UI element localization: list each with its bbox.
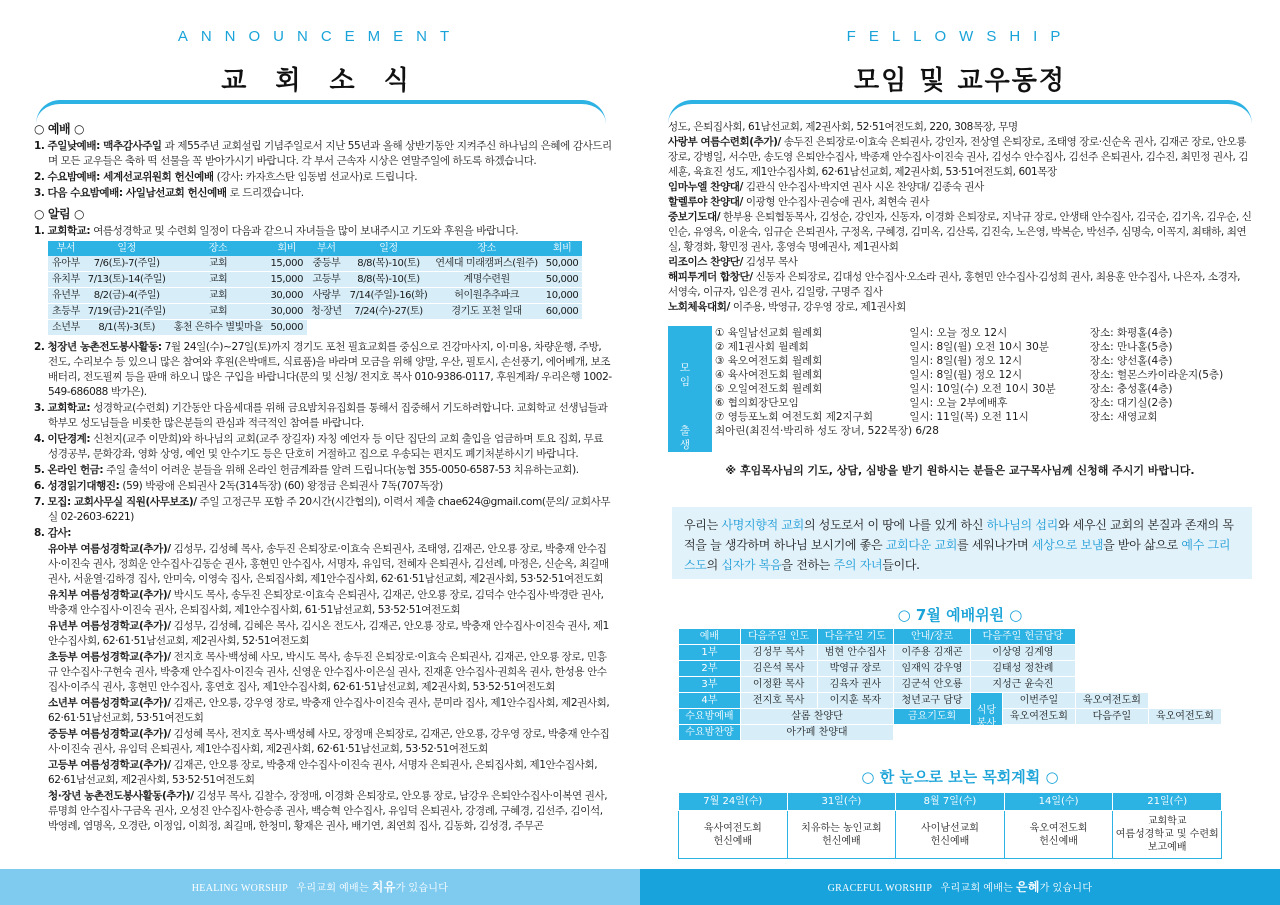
mission-text: 들이다.: [882, 558, 920, 572]
meeting-cell: 일시: 8일(월) 정오 12시: [909, 369, 1023, 381]
mission-text: 의 성도로서 이 땅에 나를 있게 하신: [803, 518, 987, 532]
meal-row-value: 육오여전도회: [1148, 709, 1221, 725]
notice-heading: ○ 알림 ○: [34, 207, 85, 221]
plan-cell-line: 헌신예배: [713, 835, 753, 847]
worship-committee-table: [678, 628, 1222, 741]
schedule-cell: 허이원추추파크: [431, 288, 541, 304]
meeting-cell: 일시: 8일(월) 오전 10시 30분: [909, 341, 1049, 353]
birth-text: 최아린(최진석·박리하 성도 장녀, 522목장) 6/28: [715, 425, 939, 437]
worship-cell: 이주용 김재곤: [894, 645, 971, 661]
schedule-cell: 유치부: [48, 272, 84, 288]
mission-text: 을 전하는: [781, 558, 834, 572]
thanks-item: [34, 650, 612, 695]
meal-row-label: 이번주일: [1002, 693, 1075, 709]
item-number: 1.: [34, 140, 45, 152]
thanks-label: 고등부 여름성경학교(추가)/: [48, 759, 171, 771]
mission-text: 을 받아 삶으로: [1103, 538, 1182, 552]
item-number: 2.: [34, 171, 45, 183]
line-label: 리조이스 찬양단/: [668, 256, 743, 268]
worship-header: 다음주일 인도: [740, 629, 817, 645]
line-label: 노회체육대회/: [668, 301, 730, 313]
line-text: 김성무 목사: [745, 256, 798, 268]
meeting-cell: ⑦ 영등포노회 여전도회 제2지구회: [715, 411, 873, 423]
schedule-cell: [542, 320, 583, 336]
item-number: 4.: [34, 433, 45, 445]
meeting-cell: 장소: 충성홀(4층): [1089, 383, 1173, 395]
plan-header: 7월 24일(수): [679, 793, 788, 811]
thanks-text: 김성무, 김성혜, 김혜은 목사, 김시온 전도사, 김재곤, 안오룡 장로, 박충재 안수집사·이진숙 권사, 제1안수집사회, 62·61·51남선교회, 제2권사회, 52·51여전도회: [48, 620, 609, 647]
schedule-cell: 중등부: [307, 256, 346, 272]
line-label: 중보기도대/: [668, 211, 721, 223]
worship-list: [34, 139, 612, 201]
thanks-item: [34, 789, 612, 834]
item-text: 7월 24일(수)~27일(토)까지 경기도 포천 필효교회를 중심으로 건강마사지, 이·미용, 차량운행, 주방, 전도, 수리보수 등 있으니 많은 참여와 후원(은박매트, 식료품)을 바라며 모금을 위해 양말, 우산, 필토시, 손선풍기, 에어베개, 보조배터리, 전도필찌 등을 판매 하오니 많은 구입을 바랍니다(문의 및 신청/ 전지호 목사 010-9386-0117, 후원계좌/ 우리은행 1002-549-686088 박가은).: [48, 341, 612, 398]
worship-header: 다음주일 기도: [817, 629, 894, 645]
worship-cell: 김군석 안오룡: [894, 677, 971, 693]
item-label: 수요밤예배: 세계선교위원회 헌신예배: [47, 171, 214, 183]
plan-header: 21일(수): [1113, 793, 1222, 811]
schedule-cell: 초등부: [48, 304, 84, 320]
schedule-cell: 교회: [170, 272, 267, 288]
plan-cell-line: 사이남선교회: [921, 822, 979, 834]
thanks-item: [34, 696, 612, 726]
item-number: 5.: [34, 464, 45, 476]
mission-text: 의: [706, 558, 722, 572]
meeting-cell: ③ 육오여전도회 월례회: [715, 355, 823, 367]
meal-row-label: 다음주일: [1075, 709, 1148, 725]
fellowship-header-en: FELLOWSHIP: [846, 28, 1074, 45]
plan-cell-line: 헌신예배: [822, 835, 861, 847]
schedule-cell: [346, 320, 432, 336]
schedule-cell: 8/1(목)-3(토): [84, 320, 170, 336]
extra-value: 살롬 찬양단: [740, 709, 893, 725]
extra-label: 수요밤찬양: [679, 725, 741, 741]
notice-item: [34, 463, 612, 478]
line-text: 김관식 안수집사·박지연 권사 시온 찬양대/ 김종숙 권사: [745, 181, 984, 193]
meeting-cell: ⑤ 오일여전도회 월례회: [715, 383, 823, 395]
mission-text: 주의 자녀: [833, 558, 883, 572]
plan-cell-line: 육오여전도회: [1029, 822, 1088, 834]
plan-header: 14일(수): [1004, 793, 1113, 811]
item-label: 교회학교:: [47, 402, 91, 414]
birth-label: 출 생: [668, 424, 712, 452]
schedule-cell: 50,000: [266, 320, 307, 336]
schedule-cell: 교회: [170, 304, 267, 320]
schedule-cell: 50,000: [542, 272, 583, 288]
meeting-row: [668, 340, 1252, 354]
schedule-cell: 유년부: [48, 288, 84, 304]
schedule-cell: 소년부: [48, 320, 84, 336]
schedule-cell: 청·장년: [307, 304, 346, 320]
worship-row: [679, 645, 1222, 661]
extra-row: [679, 709, 1222, 725]
fellowship-line: [668, 210, 1252, 255]
thanks-label: 유년부 여름성경학교(추가)/: [48, 620, 171, 632]
meeting-cell: 장소: 대기실(2층): [1089, 397, 1173, 409]
meeting-cell: 일시: 10일(수) 오전 10시 30분: [909, 383, 1056, 395]
schedule-header: 장소: [431, 241, 541, 256]
worship-header: 예배: [679, 629, 741, 645]
meetings-section: [668, 326, 1252, 452]
fellowship-line: [668, 135, 1252, 180]
schedule-cell: [307, 320, 346, 336]
meeting-cell: 일시: 11일(목) 오전 11시: [909, 411, 1029, 423]
worship-row: [679, 677, 1222, 693]
plan-title: ○ 한 눈으로 보는 목회계획 ○: [861, 768, 1059, 786]
schedule-header: 부서: [48, 241, 84, 256]
schedule-cell: 8/8(목)-10(토): [346, 256, 432, 272]
schedule-cell: 8/8(목)-10(토): [346, 272, 432, 288]
schedule-cell: 15,000: [266, 272, 307, 288]
footer-bar: GRACEFUL WORSHIP 우리교회 예배는 은혜가 있습니다: [640, 869, 1280, 905]
footer-bar: HEALING WORSHIP 우리교회 예배는 치유가 있습니다: [0, 869, 640, 905]
line-text: 성도, 은퇴집사회, 61남선교회, 제2권사회, 52·51여전도회, 220, 308목장, 무명: [668, 121, 1018, 133]
meeting-cell: ② 제1권사회 월례회: [715, 341, 809, 353]
meeting-cell: ⑥ 협의회장단모임: [715, 397, 799, 409]
mission-text: 교회다운 교회: [885, 538, 958, 552]
meeting-cell: 장소: 헐몬스카이라운지(5층): [1089, 369, 1224, 381]
schedule-cell: 교회: [170, 288, 267, 304]
worship-cell: 이지훈 목자: [817, 693, 894, 709]
worship-cell: 범현 안수집사: [817, 645, 894, 661]
mission-text: 하나님의 섭리: [986, 518, 1058, 532]
item-text: 로 드리겠습니다.: [229, 187, 304, 199]
notice-item: [34, 432, 612, 462]
schedule-row: [48, 256, 582, 272]
worship-cell: 김육자 권사: [817, 677, 894, 693]
schedule-cell: 7/14(주일)-16(화): [346, 288, 432, 304]
thanks-text: 김성무, 김성혜 목사, 송두진 은퇴장로·이효숙 은퇴권사, 조태영, 김재곤, 안오룡 장로, 박충재 안수집사·이진숙 권사, 정희운 안수집사·김동순 권사, 홍현민 안수집사, 서명자, 유임덕, 전혜자 은퇴권사, 김선례, 마정은, 신순옥, 최길매 권사, 서윤열·김하경 집사, 안미숙, 이영숙 집사, 은퇴집사회, 제1안수집사회, 62·61·51남선교회, 제2권사회, 53·52·51여전도회: [48, 543, 609, 585]
fellowship-line: [668, 195, 1252, 210]
item-label: 모집: 교회사무실 직원(사무보조)/: [47, 496, 197, 508]
notice-item: [34, 340, 612, 400]
meeting-cell: ④ 육사여전도회 월례회: [715, 369, 823, 381]
worship-cell: 1부: [679, 645, 741, 661]
plan-cell-line: 여름성경학교 및 수련회: [1115, 829, 1219, 840]
schedule-cell: 8/2(금)-4(주일): [84, 288, 170, 304]
extra-value: 아가페 찬양대: [740, 725, 893, 741]
notice-item: [34, 495, 612, 525]
meeting-row: [668, 396, 1252, 410]
schedule-cell: [431, 320, 541, 336]
worship-cell: 청년교구 담당: [894, 693, 971, 709]
item-label: 청장년 농촌전도봉사활동:: [47, 341, 162, 353]
mission-statement: [672, 507, 1252, 579]
schedule-cell: 고등부: [307, 272, 346, 288]
schedule-cell: 연세대 미래캠퍼스(원주): [431, 256, 541, 272]
thanks-label: 중등부 여름성경학교(추가)/: [48, 728, 171, 740]
notice-item: [34, 479, 612, 494]
worship-item: [34, 186, 612, 201]
fellowship-line: [668, 120, 1252, 135]
schedule-cell: 계명수련원: [431, 272, 541, 288]
mission-text: 사명지향적 교회: [721, 518, 804, 532]
worship-heading: ○ 예배 ○: [34, 122, 85, 136]
thanks-label: 소년부 여름성경학교(추가)/: [48, 697, 171, 709]
item-text: 주일 출석이 어려운 분들을 위해 온라인 헌금계좌를 알려 드립니다(농협 355-0050-6587-53 치유하는교회).: [106, 464, 579, 476]
line-text: 신동자 은퇴장로, 김대성 안수집사·오소라 권사, 홍현민 안수집사·김성희 권사, 최용훈 안수집사, 나은자, 소경자, 서영숙, 이규자, 임은경 권사, 김일랑, 구명주 집사: [668, 271, 1241, 298]
line-label: 해피투게더 합창단/: [668, 271, 753, 283]
item-label: 이단경계:: [47, 433, 91, 445]
mission-text: 세상으로 보냄: [1031, 538, 1104, 552]
schedule-cell: 10,000: [542, 288, 583, 304]
mission-text: 우리는: [684, 518, 722, 532]
item-number: 3.: [34, 402, 45, 414]
plan-cell-line: 육사여전도회: [703, 822, 762, 834]
worship-item: [34, 170, 612, 185]
schedule-cell: 7/6(토)-7(주일): [84, 256, 170, 272]
thanks-text: 김성무 목사, 김찰수, 장정매, 이경화 은퇴장로, 안오룡 장로, 남강우 은퇴안수집사·이복연 권사, 류명희 안수집사·구금옥 권사, 오성진 안수집사·한승종 권사, 백승혁 안수집사, 유임덕 은퇴권사, 강경례, 구혜경, 김선주, 김이석, 박영례, 염명옥, 오경란, 이정임, 이희정, 최길매, 한청미, 황재은 권사, 배기연, 최연희 집사, 김동화, 김성경, 주무곤: [48, 790, 608, 832]
thanks-text: 김재곤, 안오룡 장로, 박충재 안수집사·이진숙 권사, 서명자 은퇴권사, 은퇴집사회, 제1안수집사회, 62·61남선교회, 제2권사회, 53·52·51여전도회: [48, 759, 598, 786]
extra-row: [679, 725, 1222, 741]
thanks-item: [34, 619, 612, 649]
mission-text: 와 세우신 교회의 본질과 존재의 목적을 늘 생각하며 하나님 보시기에 좋은: [684, 518, 1234, 552]
worship-cell: 박영규 장로: [817, 661, 894, 677]
plan-cell: [896, 811, 1005, 859]
worship-cell: 임재익 강우영: [894, 661, 971, 677]
schedule-header: 장소: [170, 241, 267, 256]
schedule-header: 회비: [266, 241, 307, 256]
school-schedule-table: [48, 241, 582, 336]
plan-header: 31일(수): [787, 793, 896, 811]
meeting-row: [668, 368, 1252, 382]
schedule-row: [48, 304, 582, 320]
schedule-cell: 50,000: [542, 256, 583, 272]
schedule-cell: 30,000: [266, 288, 307, 304]
item-number: 6.: [34, 480, 45, 492]
schedule-cell: 홍천 은하수 별빛마을: [170, 320, 267, 336]
schedule-cell: 경기도 포천 일대: [431, 304, 541, 320]
schedule-cell: 15,000: [266, 256, 307, 272]
plan-cell: [679, 811, 788, 859]
item-label: 주일낮예배: 맥추감사주일: [47, 140, 162, 152]
item-number: 7.: [34, 496, 45, 508]
line-text: 한부용 은퇴협동목사, 김성순, 강인자, 신동자, 이경화 은퇴장로, 지낙규 장로, 안생태 안수집사, 김국순, 김기옥, 김우순, 신인순, 유영옥, 이윤숙, 임규순 은퇴권사, 구정옥, 구혜경, 김미옥, 김산록, 김진숙, 노은영, 박복순, 박선주, 심명숙, 이꼭지, 최태하, 최연실, 황경화, 황민정 권사, 홍영숙 명예권사, 제1권사회: [668, 211, 1252, 253]
line-text: 이광형 안수집사·권승애 권사, 최현숙 권사: [745, 196, 930, 208]
item-text: 성경학교(수련회) 기간동안 다음세대를 위해 금요밤치유집회를 통해서 집중해서 기도하려합니다. 교회학교 선생님들과 학부모 성도님들을 비롯한 많은분들의 관심과 적극적인 참여를 바랍니다.: [48, 402, 608, 429]
worship-cell: 이상영 김계영: [970, 645, 1075, 661]
fellowship-title: 모임 및 교우동정: [854, 66, 1066, 96]
thanks-text: 김재곤, 안오룡, 강우영 장로, 박충재 안수집사·이진숙 권사, 문미라 집사, 제1안수집사회, 제2권사회, 62·61·51남선교회, 53·51여전도회: [48, 697, 610, 724]
worship-cell: 3부: [679, 677, 741, 693]
item-text: (59) 박광애 은퇴권사 2독(314독장) (60) 왕정금 은퇴권사 7독(707독장): [122, 480, 443, 492]
meeting-row: [668, 382, 1252, 396]
schedule-row: [48, 288, 582, 304]
worship-header: 안내/장로: [894, 629, 971, 645]
thanks-label: 초등부 여름성경학교(추가)/: [48, 651, 171, 663]
notice-item: 1. 교회학교: 여름성경학교 및 수련회 일정이 다음과 같으니 자녀들을 많이 보내주시고 기도와 후원을 바랍니다.: [34, 225, 519, 237]
mission-text: 십자가 복음: [721, 558, 782, 572]
meeting-cell: 일시: 오늘 2부예배후: [909, 397, 1008, 409]
plan-cell: [1113, 811, 1222, 859]
plan-cell: [1004, 811, 1113, 859]
meeting-label: 모 임: [668, 326, 712, 424]
meeting-cell: 일시: 8일(월) 정오 12시: [909, 355, 1023, 367]
worship-row: [679, 693, 1222, 709]
meeting-cell: 장소: 만나홀(5층): [1089, 341, 1173, 353]
meeting-cell: 장소: 화평홀(4층): [1089, 327, 1173, 339]
item-text: 신천지(교주 이만희)와 하나님의 교회(교주 장길자) 자칭 예언자 등 이단 집단의 교회 출입을 엄금하며 토요 집회, 무료 성경공부, 문화강좌, 영화 상영, 예언 및 안수기도 등은 단호히 거절하고 집으로 우송되는 편지도 폐기처분하시기 바랍니다.: [48, 433, 604, 460]
schedule-cell: 유아부: [48, 256, 84, 272]
schedule-cell: 7/13(토)-14(주일): [84, 272, 170, 288]
extra-value: 육오여전도회: [1002, 709, 1075, 725]
plan-cell-line: 보고예배: [1147, 842, 1187, 853]
thanks-item: [34, 758, 612, 788]
fellowship-line: [668, 270, 1252, 300]
thanks-list: [34, 542, 612, 834]
worship-cell: 이정환 목사: [740, 677, 817, 693]
worship-committee-title: ○ 7월 예배위원 ○: [897, 606, 1023, 624]
item-number: 2.: [34, 341, 45, 353]
meeting-cell: 장소: 양선홀(4층): [1089, 355, 1173, 367]
worship-cell: 김태성 정찬례: [970, 661, 1075, 677]
worship-cell: 지성근 윤숙진: [970, 677, 1075, 693]
plan-cell: [787, 811, 896, 859]
extra-label: 수요밤예배: [679, 709, 741, 725]
worship-item: [34, 139, 612, 169]
thanks-item: [34, 542, 612, 587]
worship-cell: 2부: [679, 661, 741, 677]
item-label: 성경읽기대행진:: [47, 480, 120, 492]
item-label: 다음 수요밤예배: 사일남선교회 헌신예배: [47, 187, 227, 199]
announcement-header-en: ANNOUNCEMENT: [177, 28, 463, 45]
schedule-header: 일정: [84, 241, 170, 256]
worship-cell: 전지호 목사: [740, 693, 817, 709]
schedule-cell: 교회: [170, 256, 267, 272]
item-label: 온라인 헌금:: [47, 464, 104, 476]
schedule-row: [48, 320, 582, 336]
worship-cell: 김은석 목사: [740, 661, 817, 677]
meetings-table: [668, 326, 1252, 452]
worship-cell: 김성무 목사: [740, 645, 817, 661]
plan-cell-line: 치유하는 농인교회: [801, 822, 882, 834]
thanks-label: 유치부 여름성경학교(추가)/: [48, 589, 171, 601]
plan-cell-line: 헌신예배: [1039, 835, 1078, 847]
line-label: 사랑부 여름수련회(추가)/: [668, 136, 781, 148]
worship-cell: 4부: [679, 693, 741, 709]
meal-label: 식당 봉사: [970, 693, 1002, 741]
line-label: 임마누엘 찬양대/: [668, 181, 743, 193]
schedule-cell: 7/24(수)-27(토): [346, 304, 432, 320]
plan-table: [678, 792, 1222, 859]
item-number: 3.: [34, 187, 45, 199]
plan-cell-line: 헌신예배: [930, 835, 970, 847]
thanks-item: [34, 588, 612, 618]
schedule-header: 부서: [307, 241, 346, 256]
thanks-text: 전지호 목사·백성혜 사모, 박시도 목사, 송두진 은퇴장로·이효숙 은퇴권사, 김재곤, 안오룡 장로, 민흥규 안수집사·구현숙 권사, 박충재 안수집사·이진숙 권사, 신영운 안수집사·이은실 권사, 진재훈 안수집사·권희옥 권사, 한성용 안수집사·이주식 권사, 홍현민 안수집사, 홍연호 집사, 제1안수집사회, 62·61·51남선교회, 제2권사회, 53·52·51여전도회: [48, 651, 607, 693]
announcement-content: [34, 120, 612, 834]
thanks-heading: 8. 감사:: [34, 527, 72, 539]
plan-cell-line: 교회학교: [1147, 816, 1187, 827]
schedule-header: 일정: [346, 241, 432, 256]
schedule-row: [48, 272, 582, 288]
thanks-label: 청·장년 농촌전도봉사활동(추가)/: [48, 790, 194, 802]
schedule-header: 회비: [542, 241, 583, 256]
item-text: 과 제55주년 교회설립 기념주일로서 지난 55년과 올해 상반기동안 지켜주신 하나님의 은혜에 감사드리며 모든 교우들은 축하 떡 선물을 꼭 받아가시기 바랍니다. 각 부서 근속자 시상은 연말주일에 하도록 하겠습니다.: [48, 140, 612, 167]
schedule-cell: 사랑부: [307, 288, 346, 304]
meeting-row: [668, 354, 1252, 368]
meeting-row: [668, 326, 1252, 340]
thanks-text: 박시도 목사, 송두진 은퇴장로·이효숙 은퇴권사, 김재곤, 안오룡 장로, 김덕수 안수집사·박경란 권사, 박충재 안수집사·이진숙 권사, 은퇴집사회, 제1안수집사회, 61·51남선교회, 53·52·51여전도회: [48, 589, 604, 616]
right-page: [640, 0, 1280, 905]
plan-header: 8월 7일(수): [896, 793, 1005, 811]
notice-list: [34, 340, 612, 525]
meeting-row: [668, 410, 1252, 424]
item-text: (강사: 카자흐스탄 임동범 선교사)로 드립니다.: [216, 171, 418, 183]
thanks-label: 유아부 여름성경학교(추가)/: [48, 543, 171, 555]
schedule-cell: 7/19(금)-21(주일): [84, 304, 170, 320]
schedule-cell: 30,000: [266, 304, 307, 320]
announcement-title: 교 회 소 식: [221, 66, 419, 96]
meeting-cell: 일시: 오늘 정오 12시: [909, 327, 1008, 339]
line-text: 이주용, 박영규, 강우영 장로, 제1권사회: [732, 301, 906, 313]
item-text: 주일 고정근무 포함 주 20시간(시간협의), 이력서 제출 chae624@gmail.com(문의/ 교회사무실 02-2603-6221): [48, 496, 611, 523]
fellowship-line: [668, 300, 1252, 315]
fellowship-content: [668, 120, 1252, 315]
fellowship-line: [668, 255, 1252, 270]
mission-text: 를 세워나가며: [957, 538, 1032, 552]
fellowship-line: [668, 180, 1252, 195]
extra-label: 금요기도회: [894, 709, 971, 725]
worship-row: [679, 661, 1222, 677]
pastor-note: ※ 후임목사님의 기도, 상담, 심방을 받기 원하시는 분들은 교구목사님께 신청해 주시기 바랍니다.: [725, 464, 1195, 477]
line-label: 할렐루야 찬양대/: [668, 196, 743, 208]
birth-row: [668, 424, 1252, 452]
meeting-cell: 장소: 새영교회: [1089, 411, 1158, 423]
thanks-item: [34, 727, 612, 757]
mission-text: 예수 그리스도: [684, 538, 1231, 572]
line-text: 송두진 은퇴장로·이효숙 은퇴권사, 강인자, 전상열 은퇴장로, 조태영 장로·신순옥 권사, 김재곤 장로, 안오룡 장로, 강병일, 서수만, 송도영 은퇴안수집사, 박종재 안수집사·이진숙 권사, 김성수 안수집사, 김선주 은퇴권사, 김수진, 최민정 권사, 김세훈, 육효진 성도, 제1안수집사회, 62·61남선교회, 제2권사회, 53·51여전도회, 601목장: [668, 136, 1249, 178]
thanks-text: 김성혜 목사, 전지호 목사·백성혜 사모, 장정매 은퇴장로, 김재곤, 안오룡, 강우영 장로, 박충재 안수집사·이진숙 권사, 유임덕 은퇴권사, 제1안수집사회, 제2권사회, 62·61·51남선교회, 53·52·51여전도회: [48, 728, 610, 755]
worship-header: 다음주일 헌금담당: [970, 629, 1075, 645]
notice-item: [34, 401, 612, 431]
schedule-cell: 60,000: [542, 304, 583, 320]
meal-row-value: 육오여전도회: [1075, 693, 1148, 709]
meeting-cell: ① 육일남선교회 월례회: [715, 327, 823, 339]
